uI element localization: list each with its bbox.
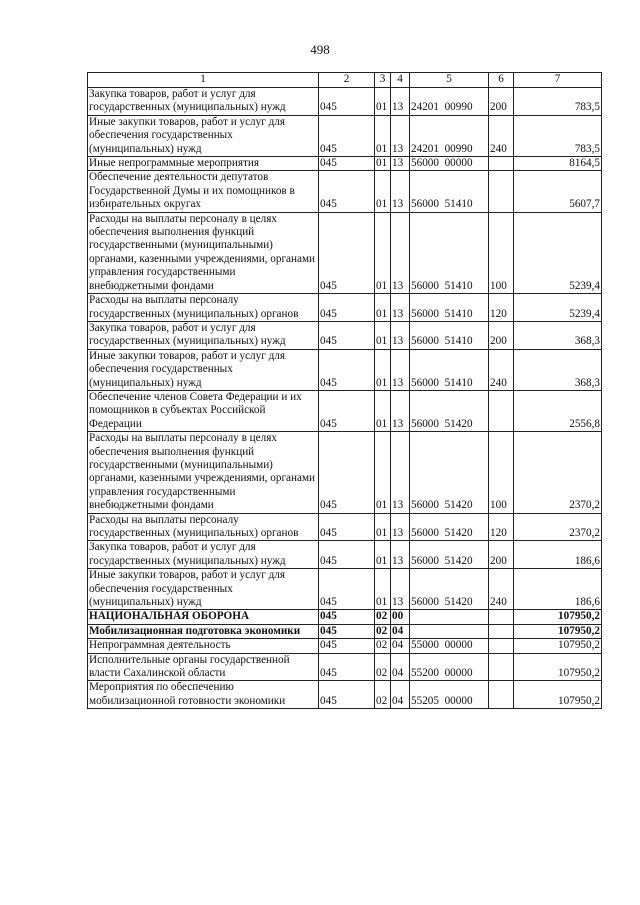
row-amount-cell: 8164,5 — [514, 157, 602, 171]
budget-table — [87, 72, 602, 709]
row-target-code-cell: 56000 51410 — [410, 349, 489, 390]
row-amount-cell: 783,5 — [514, 115, 602, 156]
row-ved-code-cell: 045 — [319, 88, 375, 116]
row-name-cell: Расходы на выплаты персоналу государственных (муниципальных) органов — [88, 294, 319, 322]
table-row — [88, 294, 602, 322]
row-section-cell: 01 — [375, 432, 391, 513]
row-amount-cell: 107950,2 — [514, 681, 602, 709]
row-amount-cell: 2370,2 — [514, 513, 602, 541]
row-name-cell: Иные закупки товаров, работ и услуг для обеспечения государственных (муниципальных) нужд — [88, 569, 319, 610]
row-subsection-cell: 04 — [391, 639, 410, 653]
table-row — [88, 157, 602, 171]
row-target-code-cell: 55205 00000 — [410, 681, 489, 709]
row-section-cell: 01 — [375, 294, 391, 322]
row-subsection-cell: 04 — [391, 624, 410, 638]
row-section-cell: 01 — [375, 115, 391, 156]
row-target-code-cell: 56000 51420 — [410, 513, 489, 541]
row-ved-code-cell: 045 — [319, 115, 375, 156]
row-ved-code-cell: 045 — [319, 513, 375, 541]
row-amount-cell: 107950,2 — [514, 639, 602, 653]
row-target-code-cell: 55000 00000 — [410, 639, 489, 653]
row-ved-code-cell: 045 — [319, 390, 375, 431]
row-expense-type-cell — [489, 610, 514, 624]
row-target-code-cell: 56000 51420 — [410, 569, 489, 610]
row-subsection-cell: 13 — [391, 212, 410, 293]
row-amount-cell: 107950,2 — [514, 610, 602, 624]
header-row — [88, 73, 602, 88]
row-expense-type-cell: 100 — [489, 212, 514, 293]
row-expense-type-cell: 240 — [489, 569, 514, 610]
table-row — [88, 115, 602, 156]
column-header: 3 — [375, 73, 391, 88]
row-section-cell: 01 — [375, 321, 391, 349]
row-name-cell: Исполнительные органы государственной власти Сахалинской области — [88, 653, 319, 681]
row-expense-type-cell: 200 — [489, 88, 514, 116]
row-expense-type-cell: 200 — [489, 541, 514, 569]
table-row — [88, 610, 602, 624]
row-target-code-cell — [410, 624, 489, 638]
column-header: 7 — [514, 73, 602, 88]
row-section-cell: 01 — [375, 349, 391, 390]
row-name-cell: НАЦИОНАЛЬНАЯ ОБОРОНА — [88, 610, 319, 624]
row-ved-code-cell: 045 — [319, 624, 375, 638]
row-section-cell: 01 — [375, 88, 391, 116]
row-expense-type-cell — [489, 624, 514, 638]
row-target-code-cell: 56000 51410 — [410, 212, 489, 293]
table-row — [88, 681, 602, 709]
row-ved-code-cell: 045 — [319, 681, 375, 709]
row-name-cell: Обеспечение деятельности депутатов Государственной Думы и их помощников в избирательных округах — [88, 171, 319, 212]
row-amount-cell: 5239,4 — [514, 294, 602, 322]
row-subsection-cell: 13 — [391, 294, 410, 322]
row-subsection-cell: 13 — [391, 321, 410, 349]
row-subsection-cell: 13 — [391, 541, 410, 569]
table-row — [88, 639, 602, 653]
row-amount-cell: 5239,4 — [514, 212, 602, 293]
row-target-code-cell: 24201 00990 — [410, 88, 489, 116]
row-name-cell: Непрограммная деятельность — [88, 639, 319, 653]
row-ved-code-cell: 045 — [319, 432, 375, 513]
row-name-cell: Иные непрограммные мероприятия — [88, 157, 319, 171]
row-section-cell: 01 — [375, 212, 391, 293]
row-ved-code-cell: 045 — [319, 171, 375, 212]
row-section-cell: 01 — [375, 171, 391, 212]
row-ved-code-cell: 045 — [319, 157, 375, 171]
table-row — [88, 321, 602, 349]
table-row — [88, 171, 602, 212]
row-name-cell: Обеспечение членов Совета Федерации и их помощников в субъектах Российской Федерации — [88, 390, 319, 431]
row-ved-code-cell: 045 — [319, 569, 375, 610]
row-ved-code-cell: 045 — [319, 321, 375, 349]
row-expense-type-cell — [489, 171, 514, 212]
table-row — [88, 653, 602, 681]
row-expense-type-cell — [489, 653, 514, 681]
column-header: 1 — [88, 73, 319, 88]
table-row — [88, 513, 602, 541]
table-row — [88, 432, 602, 513]
row-subsection-cell: 13 — [391, 513, 410, 541]
row-ved-code-cell: 045 — [319, 212, 375, 293]
row-expense-type-cell — [489, 390, 514, 431]
row-expense-type-cell — [489, 639, 514, 653]
row-expense-type-cell — [489, 157, 514, 171]
row-target-code-cell: 55200 00000 — [410, 653, 489, 681]
row-amount-cell: 368,3 — [514, 321, 602, 349]
row-section-cell: 02 — [375, 653, 391, 681]
row-name-cell: Расходы на выплаты персоналу в целях обеспечения выполнения функций государственными (муниципальными) органами, казенными учреждениями, органами управления государственными внебюджетными фондами — [88, 432, 319, 513]
table-row — [88, 212, 602, 293]
row-amount-cell: 5607,7 — [514, 171, 602, 212]
table-row — [88, 541, 602, 569]
row-target-code-cell: 56000 51410 — [410, 294, 489, 322]
column-header: 4 — [391, 73, 410, 88]
row-expense-type-cell: 240 — [489, 349, 514, 390]
row-section-cell: 02 — [375, 624, 391, 638]
table-row — [88, 349, 602, 390]
row-amount-cell: 107950,2 — [514, 624, 602, 638]
row-target-code-cell — [410, 610, 489, 624]
row-name-cell: Иные закупки товаров, работ и услуг для обеспечения государственных (муниципальных) нужд — [88, 349, 319, 390]
row-subsection-cell: 13 — [391, 171, 410, 212]
table-row — [88, 390, 602, 431]
row-amount-cell: 2370,2 — [514, 432, 602, 513]
row-ved-code-cell: 045 — [319, 639, 375, 653]
table-row — [88, 88, 602, 116]
row-ved-code-cell: 045 — [319, 610, 375, 624]
row-expense-type-cell — [489, 681, 514, 709]
column-header: 2 — [319, 73, 375, 88]
row-subsection-cell: 00 — [391, 610, 410, 624]
row-section-cell: 02 — [375, 610, 391, 624]
row-ved-code-cell: 045 — [319, 349, 375, 390]
row-name-cell: Расходы на выплаты персоналу в целях обеспечения выполнения функций государственными (муниципальными) органами, казенными учреждениями, органами управления государственными внебюджетными фондами — [88, 212, 319, 293]
row-section-cell: 02 — [375, 639, 391, 653]
row-subsection-cell: 13 — [391, 390, 410, 431]
row-section-cell: 02 — [375, 681, 391, 709]
row-expense-type-cell: 100 — [489, 432, 514, 513]
row-amount-cell: 186,6 — [514, 541, 602, 569]
row-name-cell: Иные закупки товаров, работ и услуг для обеспечения государственных (муниципальных) нужд — [88, 115, 319, 156]
row-subsection-cell: 13 — [391, 115, 410, 156]
row-expense-type-cell: 120 — [489, 294, 514, 322]
row-subsection-cell: 13 — [391, 157, 410, 171]
row-subsection-cell: 13 — [391, 88, 410, 116]
row-name-cell: Закупка товаров, работ и услуг для государственных (муниципальных) нужд — [88, 541, 319, 569]
table-row — [88, 624, 602, 638]
row-name-cell: Закупка товаров, работ и услуг для государственных (муниципальных) нужд — [88, 321, 319, 349]
row-subsection-cell: 13 — [391, 432, 410, 513]
row-target-code-cell: 56000 51410 — [410, 171, 489, 212]
row-target-code-cell: 24201 00990 — [410, 115, 489, 156]
row-target-code-cell: 56000 51420 — [410, 390, 489, 431]
row-expense-type-cell: 200 — [489, 321, 514, 349]
row-target-code-cell: 56000 00000 — [410, 157, 489, 171]
row-section-cell: 01 — [375, 390, 391, 431]
row-target-code-cell: 56000 51420 — [410, 432, 489, 513]
row-expense-type-cell: 240 — [489, 115, 514, 156]
row-amount-cell: 107950,2 — [514, 653, 602, 681]
row-name-cell: Закупка товаров, работ и услуг для государственных (муниципальных) нужд — [88, 88, 319, 116]
row-subsection-cell: 13 — [391, 569, 410, 610]
table-body — [88, 88, 602, 709]
row-target-code-cell: 56000 51410 — [410, 321, 489, 349]
column-header: 6 — [489, 73, 514, 88]
row-ved-code-cell: 045 — [319, 653, 375, 681]
row-name-cell: Мероприятия по обеспечению мобилизационной готовности экономики — [88, 681, 319, 709]
row-section-cell: 01 — [375, 157, 391, 171]
row-section-cell: 01 — [375, 541, 391, 569]
page-number: 498 — [310, 42, 330, 57]
row-expense-type-cell: 120 — [489, 513, 514, 541]
row-amount-cell: 783,5 — [514, 88, 602, 116]
row-subsection-cell: 04 — [391, 653, 410, 681]
row-amount-cell: 2556,8 — [514, 390, 602, 431]
row-name-cell: Расходы на выплаты персоналу государственных (муниципальных) органов — [88, 513, 319, 541]
row-name-cell: Мобилизационная подготовка экономики — [88, 624, 319, 638]
column-header: 5 — [410, 73, 489, 88]
row-subsection-cell: 04 — [391, 681, 410, 709]
row-ved-code-cell: 045 — [319, 294, 375, 322]
row-section-cell: 01 — [375, 569, 391, 610]
row-target-code-cell: 56000 51420 — [410, 541, 489, 569]
row-amount-cell: 368,3 — [514, 349, 602, 390]
table-row — [88, 569, 602, 610]
row-amount-cell: 186,6 — [514, 569, 602, 610]
row-ved-code-cell: 045 — [319, 541, 375, 569]
row-section-cell: 01 — [375, 513, 391, 541]
row-subsection-cell: 13 — [391, 349, 410, 390]
